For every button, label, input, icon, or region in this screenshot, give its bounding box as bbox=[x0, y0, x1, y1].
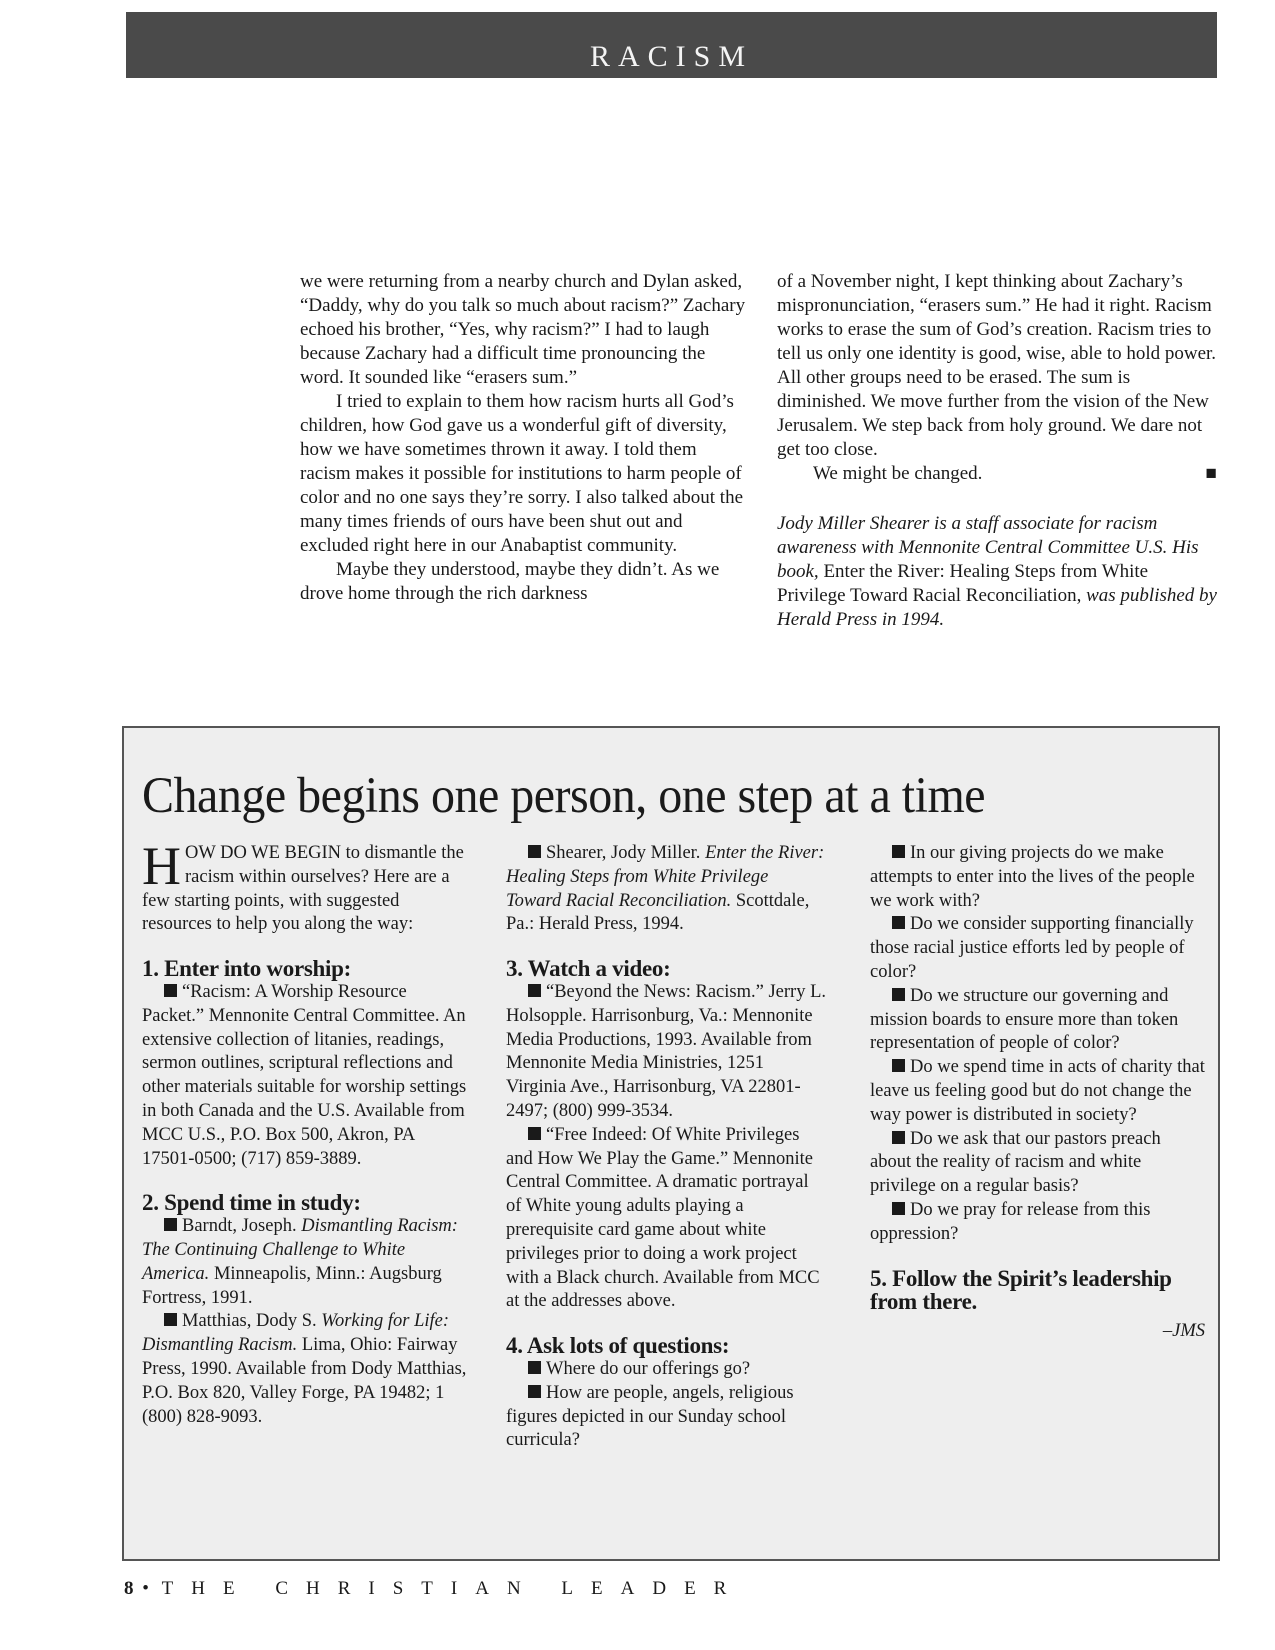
resource-author: Barndt, Joseph. bbox=[182, 1216, 302, 1237]
closing-text: We might be changed. bbox=[813, 463, 983, 484]
sidebar-intro bbox=[142, 836, 467, 937]
author-bio bbox=[777, 512, 1217, 632]
resource-publisher: Minneapolis, Minn.: Augsburg Fortress, 1991. bbox=[142, 1263, 442, 1308]
resource-item bbox=[142, 1215, 467, 1310]
bullet-square-icon bbox=[892, 1131, 905, 1144]
resource-text: “Beyond the News: Racism.” Jerry L. Holsopple. Harrisonburg, Va.: Mennonite Media Productions, 1993. Available from Mennonite Media Ministries, 1251 Virginia Ave., Harrisonburg, VA 22801-2497; (800) 999-3534. bbox=[506, 981, 826, 1121]
bio-text-end: was published by Herald Press in 1994. bbox=[777, 585, 1217, 630]
question-text: Do we ask that our pastors preach about the reality of racism and white privilege on a regular basis? bbox=[870, 1128, 1161, 1197]
bullet-square-icon bbox=[892, 916, 905, 929]
resource-title: Working for Life: Dismantling Racism. bbox=[142, 1311, 450, 1356]
question-text: In our giving projects do we make attempts to enter into the lives of the people we work with? bbox=[870, 843, 1195, 911]
article-paragraph: we were returning from a nearby church and Dylan asked, “Daddy, why do you talk so much about racism?” Zachary echoed his brother, “Yes, why racism?” I had to laugh because Zachary had a difficult time pronouncing the word. It sounded like “erasers sum.” bbox=[300, 271, 746, 388]
section-title: RACISM bbox=[589, 40, 754, 73]
step-heading: 5. Follow the Spirit’s leadership from there. bbox=[870, 1265, 1172, 1315]
resource-title: Dismantling Racism: The Continuing Challenge to White America. bbox=[142, 1216, 458, 1284]
resource-author: Shearer, Jody Miller. bbox=[546, 843, 706, 863]
question-item bbox=[870, 842, 1205, 913]
bullet-square-icon bbox=[528, 984, 541, 997]
resource-item bbox=[506, 1124, 826, 1314]
question-item bbox=[506, 1382, 826, 1453]
resource-text: “Free Indeed: Of White Privileges and How We Play the Game.” Mennonite Central Committee. A dramatic portrayal of White young adults playing a prerequisite card game about white privileges prior to doing a work project with a Black church. Available from MCC at the addresses above. bbox=[506, 1124, 820, 1312]
step-heading: 4. Ask lots of questions: bbox=[506, 1333, 730, 1359]
sidebar-title: Change begins one person, one step at a time bbox=[142, 767, 986, 824]
question-item bbox=[870, 1056, 1205, 1127]
page-footer bbox=[124, 1578, 744, 1600]
step-heading: 1. Enter into worship: bbox=[142, 956, 351, 982]
bullet-square-icon bbox=[164, 984, 177, 997]
question-item bbox=[870, 913, 1205, 984]
question-item bbox=[870, 1128, 1205, 1199]
bullet-square-icon bbox=[892, 1059, 905, 1072]
signature: –JMS bbox=[1162, 1321, 1205, 1342]
page-number: 8 bbox=[124, 1578, 134, 1599]
resource-item bbox=[142, 981, 467, 1171]
bullet-square-icon bbox=[528, 1127, 541, 1140]
bullet-square-icon bbox=[892, 1202, 905, 1215]
question-item bbox=[506, 1358, 826, 1382]
step-heading: 2. Spend time in study: bbox=[142, 1190, 361, 1216]
question-item bbox=[870, 985, 1205, 1056]
resource-publisher: Lima, Ohio: Fairway Press, 1990. Available from Dody Matthias, P.O. Box 820, Valley Forge, PA 19482; 1 (800) 828-9093. bbox=[142, 1335, 467, 1427]
question-text: Do we pray for release from this oppression? bbox=[870, 1199, 1151, 1244]
sidebar-column-1 bbox=[142, 836, 467, 1429]
end-mark-icon: ■ bbox=[1205, 463, 1217, 484]
publication-name: THE CHRISTIAN LEADER bbox=[161, 1578, 745, 1599]
drop-cap: H bbox=[142, 836, 181, 896]
sidebar-box bbox=[122, 726, 1220, 1561]
resource-item bbox=[506, 981, 826, 1124]
bullet-square-icon bbox=[892, 845, 905, 858]
question-text: Do we structure our governing and mission boards to ensure more than token representation of people of color? bbox=[870, 985, 1179, 1054]
section-header-bar bbox=[126, 12, 1217, 78]
article-paragraph: Maybe they understood, maybe they didn’t. As we drove home through the rich darkness bbox=[300, 559, 720, 604]
bullet-square-icon bbox=[528, 1361, 541, 1374]
resource-title: Enter the River: Healing Steps from White Privilege Toward Racial Reconciliation. bbox=[506, 843, 825, 911]
article-paragraph: of a November night, I kept thinking about Zachary’s mispronunciation, “erasers sum.” He had it right. Racism works to erase the sum of God’s creation. Racism tries to tell us only one identity is good, wise, able to hold power. All other groups need to be erased. The sum is diminished. We move further from the vision of the New Jerusalem. We step back from holy ground. We dare not get too close. bbox=[777, 271, 1217, 460]
article-column-2 bbox=[777, 270, 1217, 632]
question-text: Do we consider supporting financially those racial justice efforts led by people of color? bbox=[870, 914, 1194, 982]
bullet-square-icon bbox=[528, 1385, 541, 1398]
bullet-square-icon bbox=[892, 988, 905, 1001]
bullet-square-icon bbox=[528, 845, 541, 858]
article-column-1 bbox=[300, 270, 748, 606]
sidebar-column-3 bbox=[870, 842, 1205, 1344]
question-text: How are people, angels, religious figures depicted in our Sunday school curricula? bbox=[506, 1382, 794, 1451]
step-heading: 3. Watch a video: bbox=[506, 956, 671, 982]
bio-book-title: Enter the River: Healing Steps from White Privilege Toward Racial Reconciliation, bbox=[777, 561, 1149, 606]
resource-publisher: Scottdale, Pa.: Herald Press, 1994. bbox=[506, 890, 810, 935]
resource-text: “Racism: A Worship Resource Packet.” Mennonite Central Committee. An extensive collection of litanies, readings, sermon outlines, scriptural reflections and other materials suitable for worship settings in both Canada and the U.S. Available from MCC U.S., P.O. Box 500, Akron, PA 17501-0500; (717) 859-3889. bbox=[142, 981, 467, 1169]
article-closing-line bbox=[777, 462, 1217, 486]
bullet-square-icon bbox=[164, 1313, 177, 1326]
resource-author: Matthias, Dody S. bbox=[182, 1311, 322, 1332]
question-text: Do we spend time in acts of charity that leave us feeling good but do not change the way power is distributed in society? bbox=[870, 1057, 1205, 1125]
footer-separator: • bbox=[142, 1578, 153, 1599]
bio-text: Jody Miller Shearer is a staff associate for racism awareness with Mennonite Central Committee U.S. His book, bbox=[777, 513, 1199, 582]
resource-item bbox=[506, 842, 826, 937]
bullet-square-icon bbox=[164, 1218, 177, 1231]
sidebar-column-2 bbox=[506, 842, 826, 1453]
article-paragraph: I tried to explain to them how racism hurts all God’s children, how God gave us a wonderful gift of diversity, how we have sometimes thrown it away. I told them racism makes it possible for institutions to harm people of color and no one says they’re sorry. I also talked about the many times friends of ours have been shut out and excluded right here in our Anabaptist community. bbox=[300, 391, 744, 556]
intro-text: OW DO WE BEGIN to dismantle the racism within ourselves? Here are a few starting points, with suggested resources to help you along the way: bbox=[142, 843, 464, 935]
resource-item bbox=[142, 1310, 467, 1429]
question-text: Where do our offerings go? bbox=[546, 1358, 751, 1379]
question-item bbox=[870, 1199, 1205, 1247]
